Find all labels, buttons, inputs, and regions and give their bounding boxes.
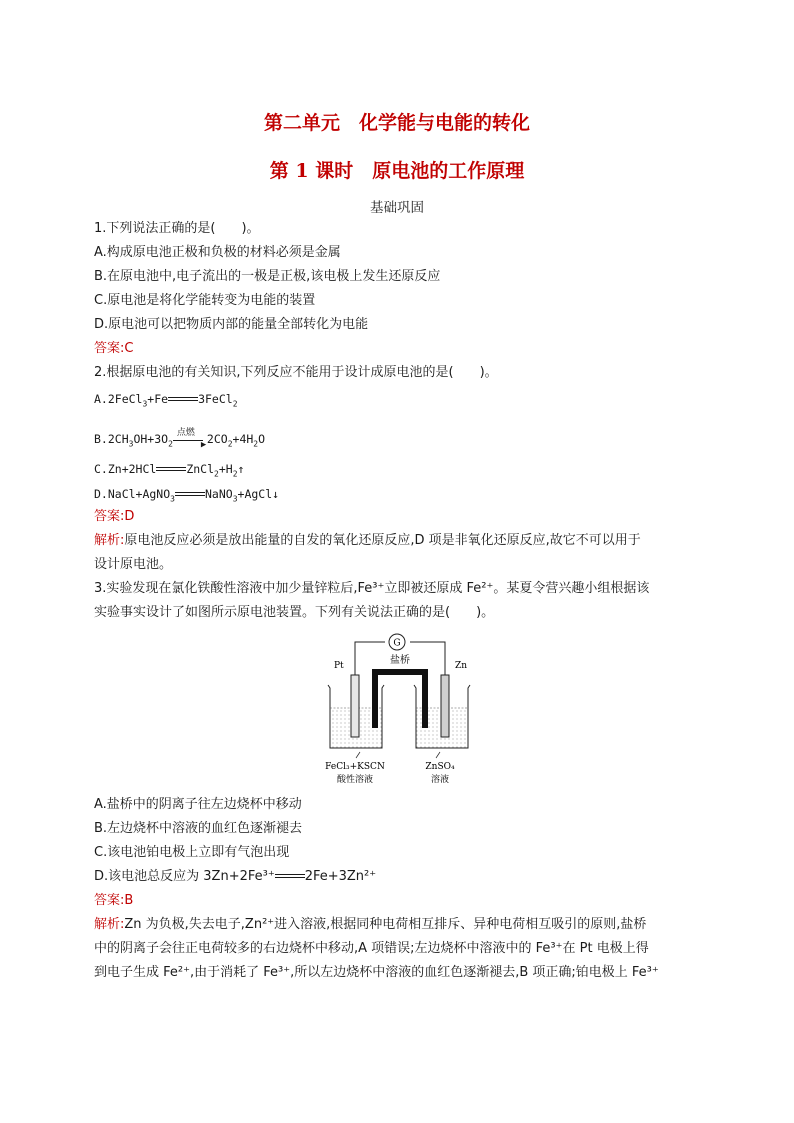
q2-d-left: D.NaCl+AgNO [94,487,171,501]
q3-d-right: 2Fe+3Zn²⁺ [304,869,377,884]
q3-option-c: C.该电池铂电极上立即有气泡出现 [94,845,290,860]
platinum-electrode [351,675,359,737]
q1-answer: 答案:C [94,341,134,356]
q3-option-d [94,868,376,886]
meter-label: G [393,638,401,649]
zinc-electrode [441,675,449,737]
reaction-arrow: 点燃 ▶ [173,434,207,446]
equal-sign [275,872,305,882]
q2-option-b: $B.2CH_3OH+3O_2$ 点燃 ▶ $2CO_2+4H_2O$ [94,430,265,448]
lesson-title: 第 1 课时 原电池的工作原理 [269,160,525,182]
q2-b-condition: 点燃 [176,427,195,438]
q3-analysis-line3: 到电子生成 Fe²⁺,由于消耗了 Fe³⁺,所以左边烧杯中溶液的血红色逐渐褪去,B 项正确;铂电极上 Fe³⁺ [94,965,659,980]
q2-option-c: C.Zn+2HCl $ZnCl_2+H_2↑$ [94,462,245,479]
q3-analysis-line2: 中的阴离子会往正电荷较多的右边烧杯中移动,A 项错误;左边烧杯中溶液中的 Fe³⁺在 Pt 电极上得 [94,941,649,956]
q3-stem-line2: 实验事实设计了如图所示原电池装置。下列有关说法正确的是( )。 [94,605,495,620]
q3-option-b: B.左边烧杯中溶液的血红色逐渐褪去 [94,821,303,836]
q2-analysis-line1 [94,532,641,550]
unit-title: 第二单元 化学能与电能的转化 [263,112,530,134]
q1-stem: 1.下列说法正确的是( )。 [94,221,260,236]
q1-option-c: C.原电池是将化学能转变为电能的装置 [94,293,316,308]
salt-bridge-label: 盐桥 [390,655,410,666]
equal-sign [175,490,205,500]
q3-d-left: D.该电池总反应为 3Zn+2Fe³⁺ [94,869,275,884]
q1-option-a: A.构成原电池正极和负极的材料必须是金属 [94,245,341,260]
q2-answer: 答案:D [94,509,135,524]
q2-a-left: A.2FeCl [94,392,143,406]
equal-sign [156,465,186,475]
q2-option-d: D.NaCl+AgNO$_3$ NaNO$_3$+AgCl↓ [94,487,280,504]
q3-analysis-label: 解析: [94,917,125,932]
right-solution-label: ZnSO₄ [425,762,455,772]
q3-analysis-line1 [94,916,646,934]
q2-analysis-label: 解析: [94,533,125,548]
q3-answer: 答案:B [94,893,134,908]
left-solution-label-2: 酸性溶液 [336,775,374,785]
q2-stem: 2.根据原电池的有关知识,下列反应不能用于设计成原电池的是( )。 [94,365,498,380]
q2-c-left: C.Zn+2HCl [94,462,157,476]
equal-sign [168,395,198,405]
q3-stem-line1: 3.实验发现在氯化铁酸性溶液中加少量锌粒后,Fe³⁺立即被还原成 Fe²⁺。某夏令营兴趣小组根据该 [94,581,650,596]
q1-option-d: D.原电池可以把物质内部的能量全部转化为电能 [94,317,369,332]
q2-analysis-text: 原电池反应必须是放出能量的自发的氧化还原反应,D 项是非氧化还原反应,故它不可以用于 [124,533,641,548]
q3-option-a: A.盐桥中的阴离子往左边烧杯中移动 [94,797,302,812]
zn-label: Zn [455,661,468,671]
q2-b-left: B.2CH [94,432,129,446]
left-solution-label: FeCl₃+KSCN [325,762,385,772]
q1-option-b: B.在原电池中,电子流出的一极是正极,该电极上发生还原反应 [94,269,441,284]
right-solution-label-2: 溶液 [430,775,450,785]
q2-option-a: A.2FeCl$_3$+Fe 3FeCl$_2$ [94,392,238,409]
q3-analysis-text: Zn 为负极,失去电子,Zn²⁺进入溶液,根据同种电荷相互排斥、异种电荷相互吸引的原则,盐桥 [124,917,647,932]
pt-label: Pt [334,661,344,671]
galvanic-cell-diagram [320,630,480,790]
q2-a-right: 3FeCl [198,392,233,406]
q2-analysis-line2: 设计原电池。 [94,557,173,572]
section-heading: 基础巩固 [370,200,424,216]
